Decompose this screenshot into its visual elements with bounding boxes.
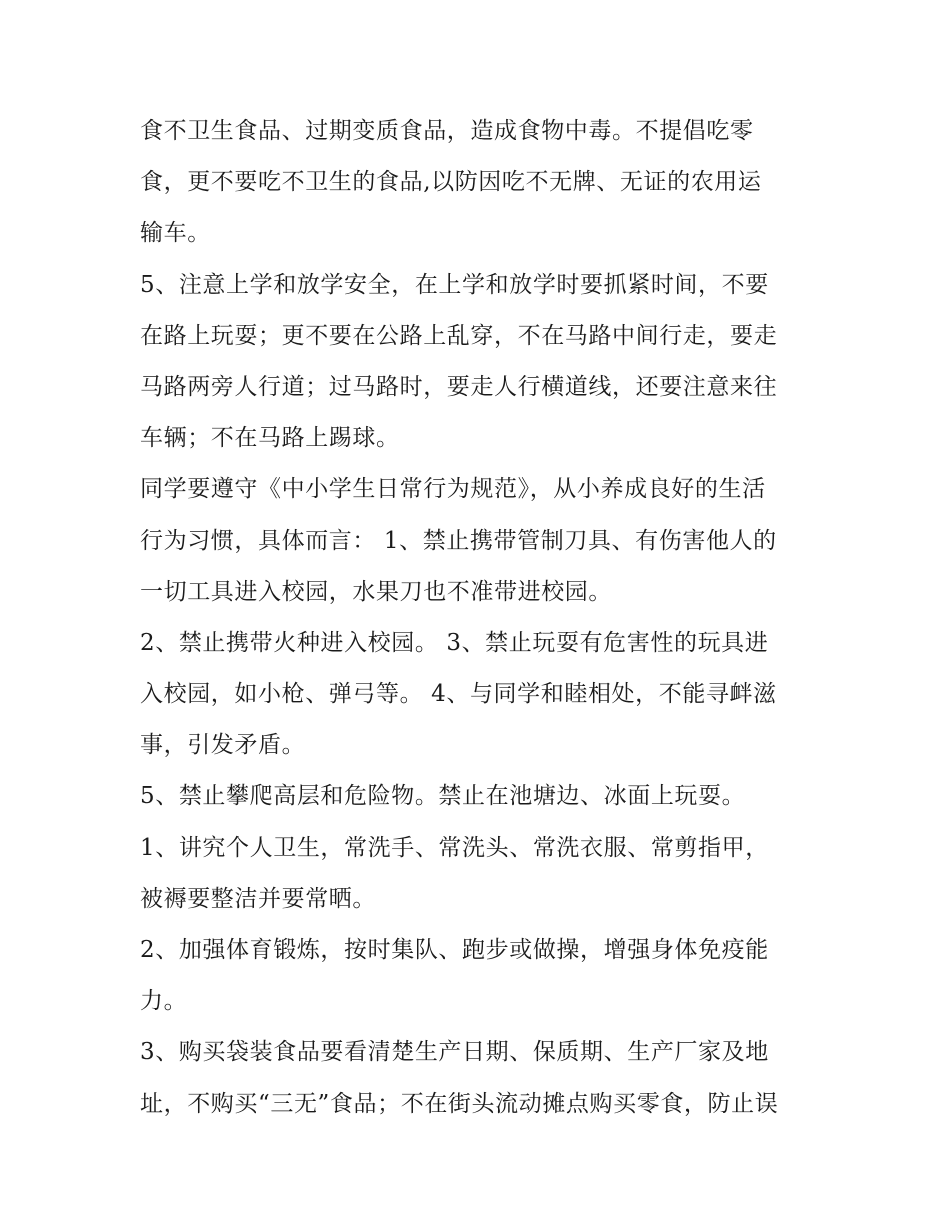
text-line: 入校园，如小枪、弹弓等。 4、与同学和睦相处，不能寻衅滋 xyxy=(140,681,777,708)
text-line: 5、禁止攀爬高层和危险物。禁止在池塘边、冰面上玩耍。 xyxy=(140,783,746,810)
body-text xyxy=(140,106,830,1130)
text-line: 在路上玩耍；更不要在公路上乱穿，不在马路中间行走，要走 xyxy=(140,322,778,349)
text-line: 行为习惯，具体而言： 1、禁止携带管制刀具、有伤害他人的 xyxy=(140,527,777,554)
text-line: 同学要遵守《中小学生日常行为规范》，从小养成良好的生活 xyxy=(140,476,766,503)
text-line: 食，更不要吃不卫生的食品,以防因吃不无牌、无证的农用运 xyxy=(140,169,762,196)
text-line: 马路两旁人行道；过马路时，要走人行横道线，还要注意来往 xyxy=(140,373,778,400)
text-line: 车辆；不在马路上踢球。 xyxy=(140,425,400,452)
text-line: 食不卫生食品、过期变质食品，造成食物中毒。不提倡吃零 xyxy=(140,118,754,144)
text-line: 2、禁止携带火种进入校园。 3、禁止玩耍有危害性的玩具进 xyxy=(140,629,769,656)
text-line: 址，不购买“三无”食品；不在街头流动摊点购买零食，防止误 xyxy=(140,1090,779,1117)
text-line: 事，引发矛盾。 xyxy=(140,732,306,759)
text-line: 3、购买袋装食品要看清楚生产日期、保质期、生产厂家及地 xyxy=(140,1039,769,1066)
text-line: 输车。 xyxy=(140,220,211,247)
text-line: 一切工具进入校园，水果刀也不准带进校园。 xyxy=(140,578,612,605)
text-line: 2、加强体育锻炼，按时集队、跑步或做操，增强身体免疫能 xyxy=(140,937,769,963)
text-line: 力。 xyxy=(140,988,188,1015)
text-line: 1、讲究个人卫生，常洗手、常洗头、常洗衣服、常剪指甲， xyxy=(140,834,769,861)
text-line: 5、注意上学和放学安全，在上学和放学时要抓紧时间，不要 xyxy=(140,271,769,298)
text-line: 被褥要整洁并要常晒。 xyxy=(140,885,376,912)
